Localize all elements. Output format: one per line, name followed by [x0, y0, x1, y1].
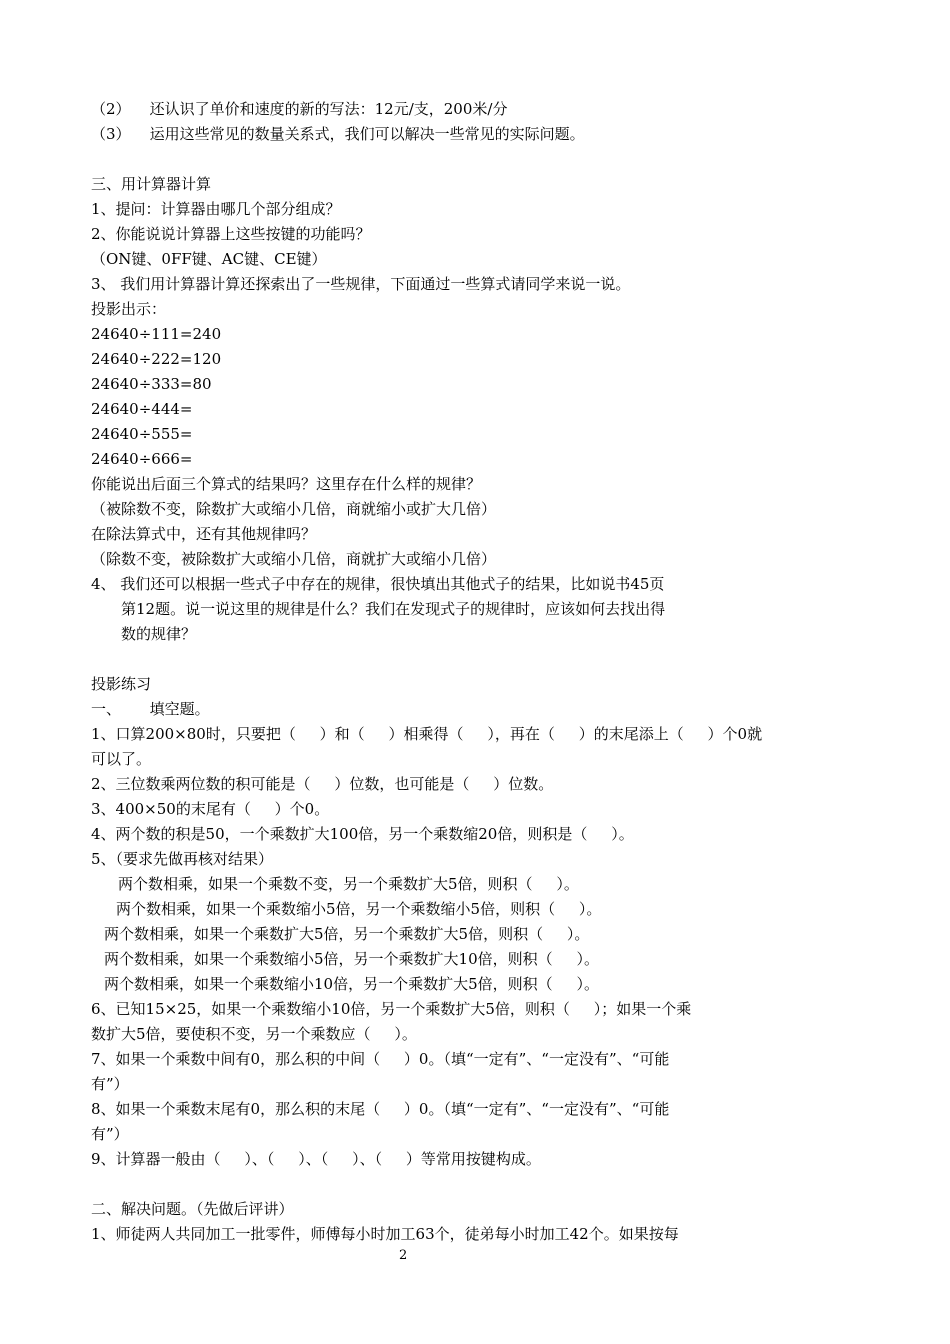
practice-heading: 投影练习: [91, 675, 152, 693]
item-7-line-2: 有”）: [91, 1075, 129, 1093]
section-3-question-3: 3、 我们用计算器计算还探索出了一些规律，下面通过一些算式请同学来说一说。: [91, 275, 631, 293]
rule-answer-2: （除数不变，被除数扩大或缩小几倍，商就扩大或缩小几倍）: [91, 550, 497, 568]
section-3-question-4-line-1: 4、 我们还可以根据一些式子中存在的规律，很快填出其他式子的结果，比如说书45页: [91, 575, 665, 593]
item-5-sub-line: 两个数相乘，如果一个乘数不变，另一个乘数扩大5倍，则积（ ）。: [118, 875, 579, 893]
intro-line-2: （2） 还认识了单价和速度的新的写法：12元/支，200米/分: [91, 100, 508, 118]
item-5-sub-line: 两个数相乘，如果一个乘数扩大5倍，另一个乘数扩大5倍，则积（ ）。: [104, 925, 590, 943]
item-5-sub-line: 两个数相乘，如果一个乘数缩小5倍，另一个乘数缩小5倍，则积（ ）。: [116, 900, 602, 918]
item-8-line-2: 有”）: [91, 1125, 129, 1143]
page-number: 2: [399, 1248, 408, 1263]
part-1-heading: 一、 填空题。: [91, 700, 210, 718]
section-3-question-2: 2、你能说说计算器上这些按键的功能吗？: [91, 225, 371, 243]
part-2-item-1: 1、师徒两人共同加工一批零件，师傅每小时加工63个，徒弟每小时加工42个。如果按每: [91, 1225, 679, 1243]
equation-line: 24640÷666=: [91, 450, 193, 468]
equation-line: 24640÷555=: [91, 425, 193, 443]
item-5-sub-line: 两个数相乘，如果一个乘数缩小10倍，另一个乘数扩大5倍，则积（ ）。: [104, 975, 599, 993]
item-8-line-1: 8、如果一个乘数末尾有0，那么积的末尾（ ）0。（填“一定有”、“一定没有”、“可能: [91, 1100, 670, 1118]
rule-question-2: 在除法算式中，还有其他规律吗？: [91, 525, 317, 543]
section-3-question-4-line-3: 数的规律？: [121, 625, 197, 643]
item-5-heading: 5、（要求先做再核对结果）: [91, 850, 274, 868]
equation-line: 24640÷222=120: [91, 350, 222, 368]
item-4: 4、两个数的积是50，一个乘数扩大100倍，另一个乘数缩20倍，则积是（ ）。: [91, 825, 634, 843]
item-2: 2、三位数乘两位数的积可能是（ ）位数，也可能是（ ）位数。: [91, 775, 554, 793]
item-6-line-1: 6、已知15×25，如果一个乘数缩小10倍，另一个乘数扩大5倍，则积（ ）；如果一个乘: [91, 1000, 692, 1018]
section-3-question-4-line-2: 第12题。说一说这里的规律是什么？我们在发现式子的规律时，应该如何去找出得: [121, 600, 666, 618]
section-3-question-2-note: （ON键、0FF键、AC键、CE键）: [91, 250, 327, 268]
projection-label: 投影出示：: [91, 300, 167, 318]
item-7-line-1: 7、如果一个乘数中间有0，那么积的中间（ ）0。（填“一定有”、“一定没有”、“可能: [91, 1050, 670, 1068]
section-3-heading: 三、用计算器计算: [91, 175, 212, 193]
intro-line-3: （3） 运用这些常见的数量关系式，我们可以解决一些常见的实际问题。: [91, 125, 585, 143]
section-3-question-1: 1、提问：计算器由哪几个部分组成？: [91, 200, 341, 218]
item-6-line-2: 数扩大5倍，要使积不变，另一个乘数应（ ）。: [91, 1025, 417, 1043]
item-9: 9、计算器一般由（ ）、（ ）、（ ）、（ ）等常用按键构成。: [91, 1150, 541, 1168]
rule-question-1: 你能说出后面三个算式的结果吗？这里存在什么样的规律？: [91, 475, 482, 493]
equation-line: 24640÷444=: [91, 400, 193, 418]
item-3: 3、400×50的末尾有（ ）个0。: [91, 800, 330, 818]
item-1-line-2: 可以了。: [91, 750, 152, 768]
equation-line: 24640÷333=80: [91, 375, 212, 393]
part-2-heading: 二、解决问题。（先做后评讲）: [91, 1200, 294, 1218]
item-1-line-1: 1、口算200×80时，只要把（ ）和（ ）相乘得（ ），再在（ ）的末尾添上（ ）个0就: [91, 725, 763, 743]
equation-line: 24640÷111=240: [91, 325, 222, 343]
rule-answer-1: （被除数不变，除数扩大或缩小几倍，商就缩小或扩大几倍）: [91, 500, 497, 518]
item-5-sub-line: 两个数相乘，如果一个乘数缩小5倍，另一个乘数扩大10倍，则积（ ）。: [104, 950, 599, 968]
